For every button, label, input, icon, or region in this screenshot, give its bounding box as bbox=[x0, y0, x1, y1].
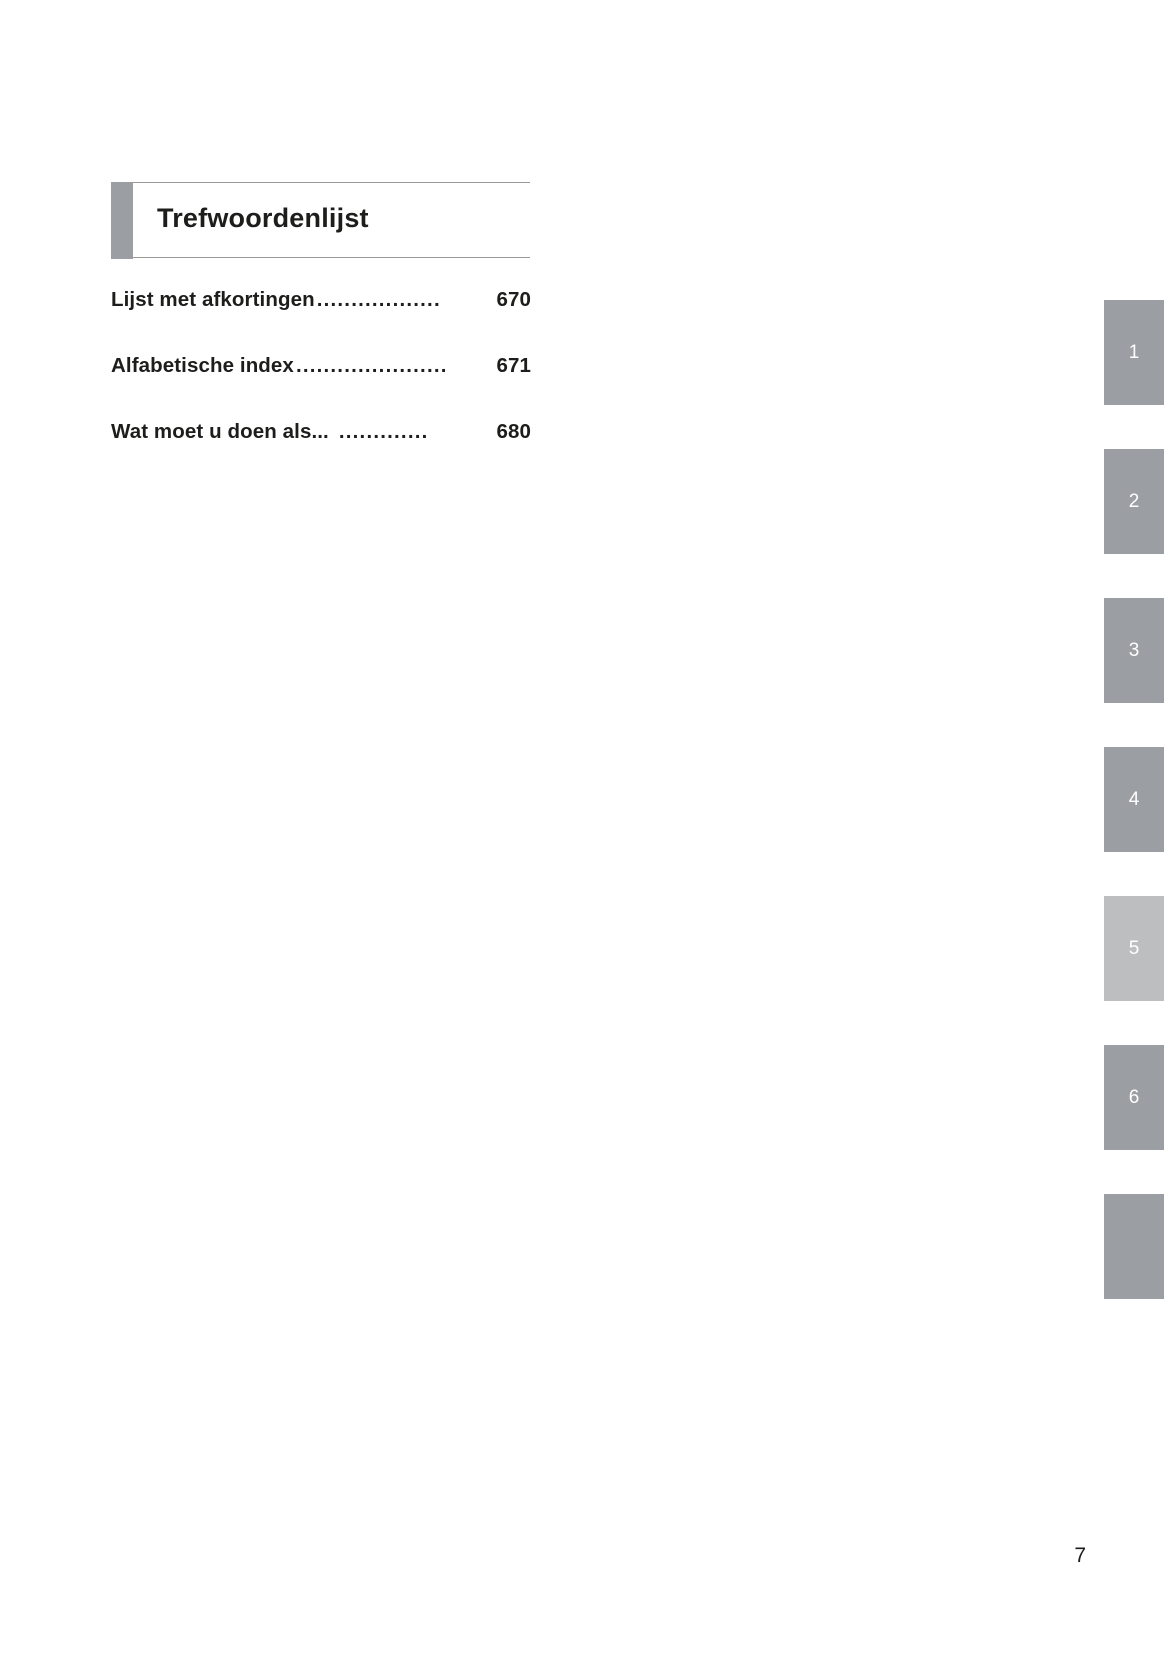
toc-entry[interactable] bbox=[111, 354, 531, 378]
thumb-tab-6[interactable] bbox=[1104, 1045, 1164, 1150]
toc-entry-leader: ...................... bbox=[295, 354, 448, 377]
toc-entry[interactable] bbox=[111, 288, 531, 312]
thumb-tab-label: 6 bbox=[1128, 1086, 1140, 1108]
thumb-tab-label: 3 bbox=[1128, 639, 1140, 661]
toc-entry-page: 680 bbox=[496, 420, 531, 443]
toc-entry-page: 671 bbox=[496, 354, 531, 377]
page-number: 7 bbox=[1074, 1544, 1086, 1567]
toc-entry-label: Wat moet u doen als... bbox=[111, 420, 329, 443]
thumb-tab-label: 5 bbox=[1128, 937, 1140, 959]
thumb-tab-1[interactable] bbox=[1104, 300, 1164, 405]
thumb-tab-7[interactable] bbox=[1104, 1194, 1164, 1299]
thumb-tab-4[interactable] bbox=[1104, 747, 1164, 852]
toc-entry-page: 670 bbox=[496, 288, 531, 311]
toc-entry-leader: .................. bbox=[316, 288, 441, 311]
table-of-contents bbox=[111, 288, 531, 486]
toc-entry-leader: ............. bbox=[338, 420, 429, 443]
thumb-tab-2[interactable] bbox=[1104, 449, 1164, 554]
thumb-tab-strip bbox=[1102, 0, 1164, 1656]
section-title-accent-bar bbox=[111, 182, 133, 259]
section-title-block bbox=[111, 182, 530, 258]
thumb-tab-3[interactable] bbox=[1104, 598, 1164, 703]
thumb-tab-5[interactable] bbox=[1104, 896, 1164, 1001]
toc-entry-label: Lijst met afkortingen bbox=[111, 288, 315, 311]
thumb-tab-label: 1 bbox=[1128, 341, 1140, 363]
toc-entry[interactable] bbox=[111, 420, 531, 444]
thumb-tab-label: 2 bbox=[1128, 490, 1140, 512]
thumb-tab-label: 4 bbox=[1128, 788, 1140, 810]
page-title: Trefwoordenlijst bbox=[157, 203, 369, 233]
toc-entry-label: Alfabetische index bbox=[111, 354, 294, 377]
